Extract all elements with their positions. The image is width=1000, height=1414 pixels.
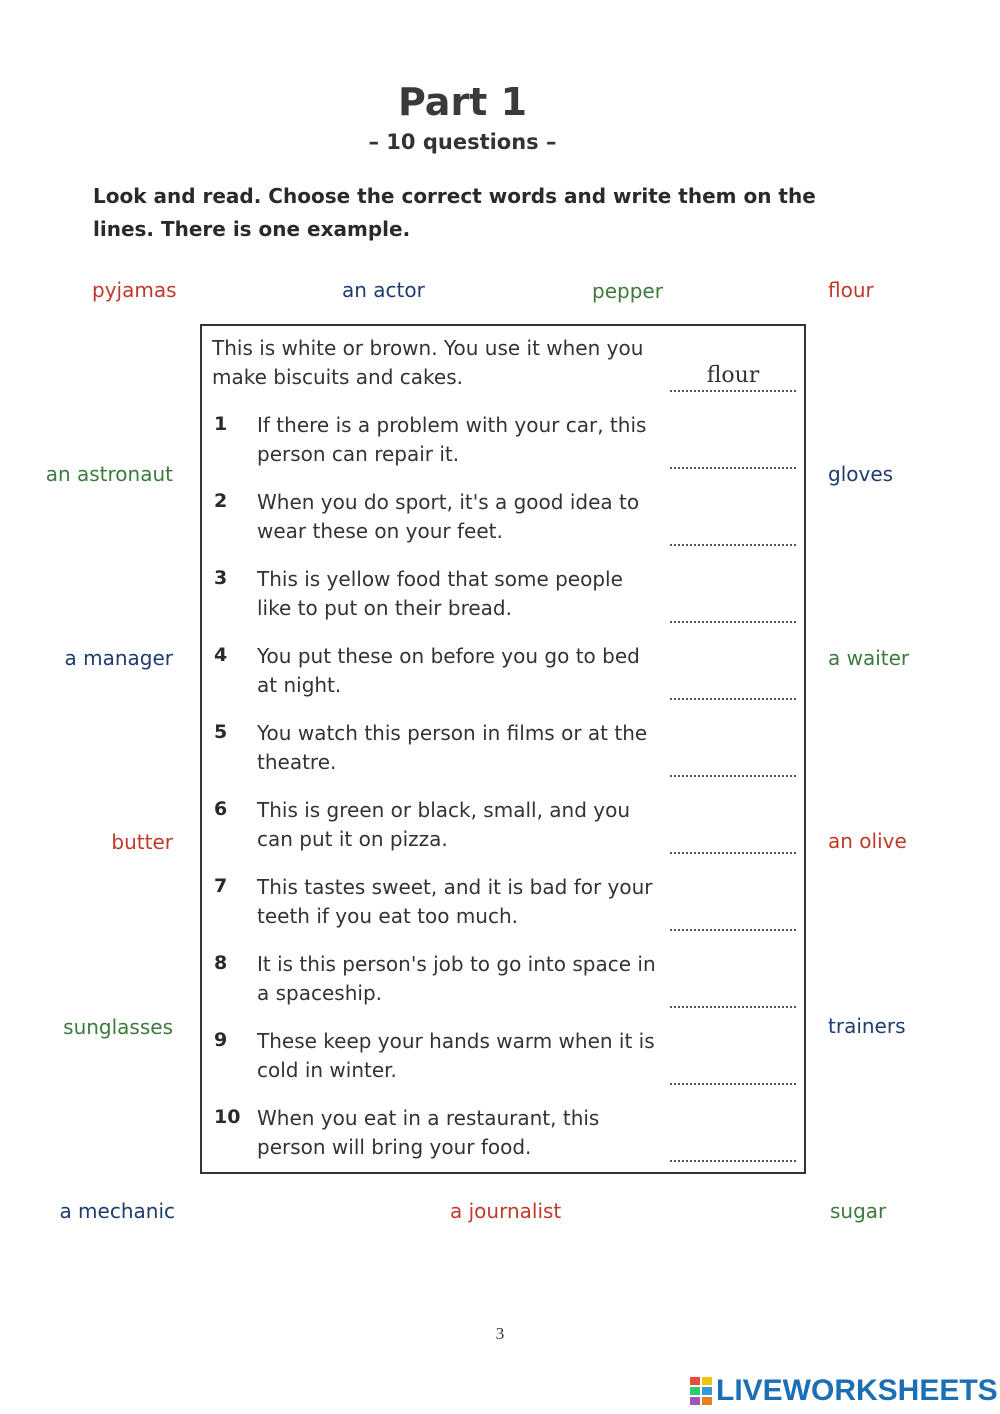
answer-line[interactable] [670,745,796,777]
example-answer-line [670,360,796,392]
page-subtitle: – 10 questions – [368,130,557,154]
question-row [202,942,804,1019]
question-number: 1 [214,413,228,435]
word-a-journalist: a journalist [450,1199,562,1223]
question-row [202,1096,804,1173]
word-an-astronaut: an astronaut [45,462,173,486]
liveworksheets-logo [690,1373,998,1409]
word-butter: butter [111,830,173,854]
answer-line[interactable] [670,514,796,546]
question-row [202,865,804,942]
question-text: This is green or black, small, and you can put it on pizza. [257,798,631,851]
example-answer: flour [706,363,760,388]
question-row [202,1019,804,1096]
answer-line[interactable] [670,668,796,700]
word-gloves: gloves [828,462,894,486]
question-row [202,634,804,711]
question-text: When you eat in a restaurant, this person will bring your food. [257,1106,600,1159]
answer-line[interactable] [670,899,796,931]
question-text: It is this person's job to go into space in a spaceship. [257,952,656,1005]
instructions: Look and read. Choose the correct words and write them on the lines. There is one example. [93,184,816,241]
word-a-manager: a manager [64,646,173,670]
word-trainers: trainers [828,1014,906,1038]
question-number: 5 [214,721,228,743]
question-row [202,711,804,788]
question-row [202,788,804,865]
word-flour: flour [828,278,874,302]
word-sunglasses: sunglasses [63,1015,173,1039]
word-an-actor: an actor [342,278,425,302]
question-row [202,557,804,634]
question-number: 7 [214,875,228,897]
question-number: 10 [214,1106,241,1128]
answer-line[interactable] [670,822,796,854]
question-number: 3 [214,567,228,589]
question-number: 2 [214,490,228,512]
word-a-waiter: a waiter [828,646,910,670]
question-number: 4 [214,644,228,666]
word-pepper: pepper [592,279,663,303]
answer-line[interactable] [670,591,796,623]
question-number: 9 [214,1029,228,1051]
question-number: 6 [214,798,228,820]
word-an-olive: an olive [828,829,907,853]
question-text: You watch this person in films or at the theatre. [257,721,648,774]
page-number: 3 [495,1324,505,1343]
question-text: You put these on before you go to bed at night. [257,644,640,697]
word-sugar: sugar [830,1199,887,1223]
liveworksheets-logo-icon [690,1377,712,1405]
page-title: Part 1 [397,80,528,124]
question-text: This is yellow food that some people like to put on their bread. [257,567,623,620]
question-box [200,324,806,1174]
answer-line[interactable] [670,437,796,469]
answer-line[interactable] [670,1053,796,1085]
question-text: This tastes sweet, and it is bad for your teeth if you eat too much. [257,875,653,928]
liveworksheets-logo-text: LIVEWORKSHEETS [716,1374,998,1407]
word-a-mechanic: a mechanic [59,1199,175,1223]
example-row [202,326,804,403]
question-text: When you do sport, it's a good idea to wear these on your feet. [257,490,640,543]
question-row [202,480,804,557]
question-row [202,403,804,480]
word-pyjamas: pyjamas [92,278,177,302]
answer-line[interactable] [670,976,796,1008]
question-text: These keep your hands warm when it is cold in winter. [257,1029,655,1082]
question-text: If there is a problem with your car, this person can repair it. [257,413,647,466]
answer-line[interactable] [670,1130,796,1162]
example-text: This is white or brown. You use it when you make biscuits and cakes. [212,336,644,389]
question-number: 8 [214,952,228,974]
